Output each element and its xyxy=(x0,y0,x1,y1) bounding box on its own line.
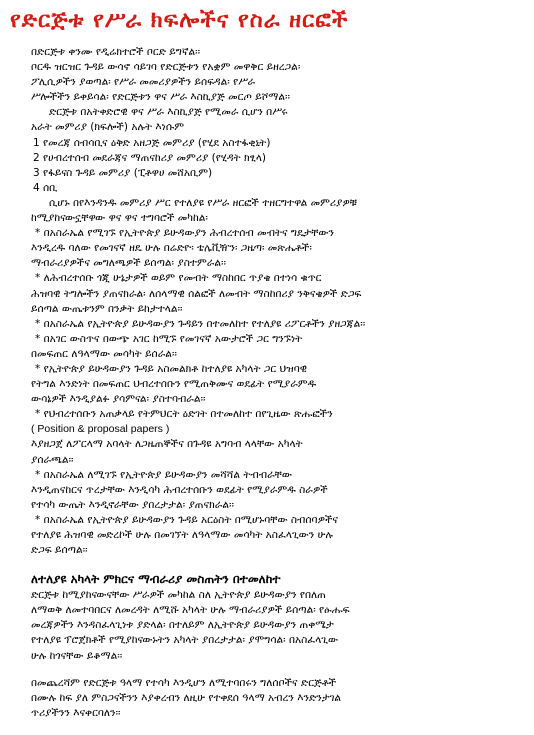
section-organization xyxy=(31,45,526,558)
paragraph-line: ያሰራጫል፡፡ xyxy=(31,453,74,466)
paragraph-line: በመጨረሻም የድርጅቱ ዓላማ የተሳካ እንዲሆን ለሚተባበሩን ግለሰቦችና ድርጅቶች xyxy=(31,676,337,689)
paragraph-line: አራት መምሪያ (ክፍሎች) አሉት እነሱም xyxy=(31,121,185,134)
bullet-item: * ለሕብረተሰቡ ጎጂ ሁኔታዎች ወይም የመብት ማስከበር ጥያቄ በተነሳ ቁጥር xyxy=(35,272,322,285)
paragraph-line: በድርጅቱ ቀንሙ የዲሬክተሮች ቦርድ ይግኛል፡፡ xyxy=(31,46,201,58)
paragraph-line: ፖሊሲዎችን ያወጣል፡ የሥራ መመሪያዎችን ይሰፍዳል፡ የሥራ xyxy=(31,76,256,89)
bullet-item: * የህብረተሰቡን አጠቃላይ የትምህርት ዕድገት በተመለከተ በየጊዜው ጽሑፎችን xyxy=(35,408,333,421)
numbered-item: 1 የመረጃ ሰብሳቢና ዕቅድ አዘጋጅ መምሪያ (የሂደ አስተፋቂኒት) xyxy=(33,136,271,149)
paragraph-line: ቦርዱ ዝርዝር ጉዳይ ውሳኖ ሳይገባ የድርጅቱን የአቋም መዋቅር ይዘረጋል፡ xyxy=(31,61,301,74)
paragraph-line: ጥሪያችንን እናቀርባለን፡፡ xyxy=(31,706,121,719)
paragraph-line: ውሳኔዎች እንዲያልፉ ያሳምናል፡ ያስተባብራል፡፡ xyxy=(31,393,206,406)
paragraph-line: የተሳካ ውጤት እንዲኖራቸው ያበረታታል፡ ያጠናክራል፡፡ xyxy=(31,498,234,511)
paragraph-line: ሁሉ ከጎናቸው ይቆማል፡፡ xyxy=(31,649,123,662)
paragraph-line: ከሚያከናውኗቸዋው ዋና ዋና ተግባሮች መካከል፡ xyxy=(31,212,208,225)
paragraph-line: እያዘጋጀ ለፖርላማ አባላት ለጋዜጠኞችና በጉዳዩ አግባብ ላላቸው አካላት xyxy=(31,438,303,451)
paragraph-line: እንዲረዱ ባለው የመገናኛ ዘዴ ሁሉ በሬድዮ፡ ቴሌቪዥን፡ ጋዜጣ፡ መጽሔቶች፡ xyxy=(31,242,312,255)
paragraph-line: የተለያዩ ሕዝባዊ መድረኮች ሁሉ በመገኘት ለዓላማው መሳካት አስፈላጊውን ሁሉ xyxy=(31,529,333,541)
bullet-item: * በአስራኤል የኢትዮጵያ ይሁዳውያን ጉዳይን በተመለከተ የተለያዩ ሪፖርቶችን ያዘጋጃል፡፡ xyxy=(35,317,366,330)
section-heading: ለተለያዩ አካላት ምክርና ማብራሪያ መስጠትን በተመለከተ xyxy=(31,572,281,587)
paragraph-line: ለማወቅ ለመተባበርና ለመረዳት ለሚሹ አካላት ሁሉ ማብራሪያዎች ይሰጣል፡ የፁሑፍ xyxy=(31,604,350,617)
document-body xyxy=(31,45,526,721)
page-title: የድርጅቱ የሥራ ክፍሎችና የስራ ዘርፎች xyxy=(10,8,349,33)
numbered-item: 3 የፋይናስ ጉዳይ መምሪያ (ፒቶዋሀ መሸአቢም) xyxy=(33,166,213,179)
paragraph-line: ድጋፍ ይሰጣል፡፡ xyxy=(31,544,88,557)
paragraph-line: ሕዝባዊ ትግሎችን ያጠናክራል፡ ለሰላማዊ ሰልፎች ለመብት ማስከበሪያ ንቅናቄዎች ድጋፍ xyxy=(31,287,362,300)
section-gap xyxy=(31,558,526,570)
numbered-item: 4 ሰቢ xyxy=(33,181,58,194)
paragraph-line: ሲሆኑ በየእንዳንዱ መምሪያ ሥር የተለያዩ የሥራ ዘርፎች ተዘርግተዋል መምሪያዎቹ xyxy=(49,196,358,209)
paragraph-line: እንዲጠናከርና ጥረታቸው እንዲሳካ ሕብረተሰቡን ወደፊት የሚያራምዱ ስራዎች xyxy=(31,483,328,496)
section-closing xyxy=(31,676,526,721)
paragraph-line: ድርጅቱ ከሚያከናውናቸው ሥራዎች መካከል ስለ ኢትዮጵያ ይሁዳውያን የበለጠ xyxy=(31,589,326,602)
bullet-item: * በአገር ውስጥና በውጭ አገር ከሚኙ የመገናኛ አውታሮች ጋር ግንኙነት xyxy=(35,332,303,345)
bullet-item: * የኢትዮጵያ ይሁዳውያን ጉዳይ አስመልክቶ ከተለያዩ አካላት ጋር ህዝባዊ xyxy=(35,362,307,375)
bullet-item: * በአስራኤል የኢትዮጵያ ይሁዳውያን ጉዳይ አርዕስት በሚሆኑባቸው ስብሰባዎችና xyxy=(35,513,338,526)
paragraph-line: የተለያዩ ፕሮጀክቶች የሚያከናውኑትን አካላት ያበረታታል፡ ያሞግሳል፡ በአስፈላጊው xyxy=(31,634,339,647)
paragraph-line: በሙሉ ከፍ ያለ ምስጋናችንን እያቀረብን ለዚሁ የተቀደሰ ዓላማ አብረን እንድንታገል xyxy=(31,691,342,704)
paragraph-line: በመፍጠር ለዓላማው መሳካት ይሰራል፡፡ xyxy=(31,347,177,360)
paragraph-line: ማብራሪያዎችና መግለጫዎች ይሰጣል፡ ያስተምራል፡፡ xyxy=(31,257,226,270)
paragraph-line: ድርጅቱ በአትቀድሮዊ ዋና ሥራ እስኪያጅ የሚመራ ሲሆን በሥሩ xyxy=(49,106,288,119)
bullet-item: * በአስራኤል ለሚገኙ የኢትዮጵያ ይሁዳውያን መሻሻል ትብብራቸው xyxy=(35,468,292,481)
section-advice xyxy=(31,570,526,663)
paragraph-line: ይሰጣል ውጤቱንም በንቃት ይከታተላል፡፡ xyxy=(31,302,183,315)
paragraph-line: ( Position & proposal papers ) xyxy=(31,423,170,436)
paragraph-line: መረጃዎችን እንዳስፈላጊነቱ ያድላል፡ በተለይም ለኢትዮጵያ ይሁዳውያን ጠቀሜታ xyxy=(31,619,334,632)
paragraph-line: ሥሎችችን ይቀይሳል፡ የድርጅቱን ዋና ሥራ እስኪያጅ መርጦ ይሾማል፡፡ xyxy=(31,91,290,104)
numbered-item: 2 የሀብረተሰብ መደራጃና ማጠናከሪያ መምሪያ (የሂዳት ክፂላ) xyxy=(33,151,267,164)
section-gap xyxy=(31,664,526,676)
bullet-item: * በአስራኤል የሚገኙ የኢትዮጵያ ይሁዳውያን ሕብረተሰብ መብትና ግዴታቸውን xyxy=(35,227,334,240)
paragraph-line: የትግል እንድነት በመፍጠር ህብረተሰቡን የሚጠቅሙና ወደፊት የሚያራምዱ xyxy=(31,378,317,391)
